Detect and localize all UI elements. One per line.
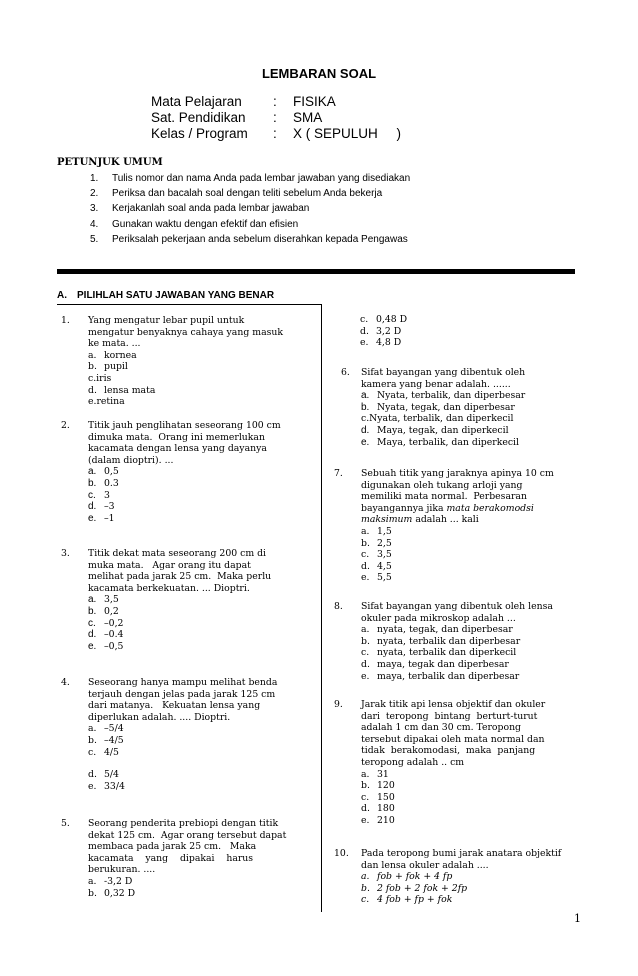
- question-number: 1.: [61, 315, 70, 326]
- option-d: d. –3: [88, 501, 115, 513]
- option-d: d. 3,2 D: [360, 325, 402, 337]
- option-c: c. 0,48 D: [360, 314, 408, 325]
- question-line: Seorang penderita prebiopi dengan titik: [88, 818, 279, 829]
- option-a: a. 31: [361, 768, 389, 780]
- instructions-heading: PETUNJUK UMUM: [57, 157, 163, 168]
- question-line: Jarak titik api lensa objektif dan okuler: [361, 699, 546, 710]
- option-a: a. -3,2 D: [88, 875, 133, 887]
- option-a: a. fob + fok + 4 fp: [361, 871, 453, 883]
- question-line: maksimum adalah ... kali: [361, 514, 479, 526]
- section-title: PILIHLAH SATU JAWABAN YANG BENAR: [77, 290, 275, 301]
- question-line: melihat pada jarak 25 cm. Maka perlu: [88, 571, 272, 583]
- question-line: tidak berakomodasi, maka panjang: [361, 745, 536, 757]
- question-number: 3.: [61, 548, 70, 559]
- option-b: b. 2,5: [361, 537, 392, 549]
- option-a: a. 1,5: [361, 525, 392, 537]
- option-e: e. 33/4: [88, 780, 125, 792]
- meta-value: X ( SEPULUH ): [293, 126, 402, 141]
- instruction-num: 1.: [90, 173, 99, 184]
- question-number: 6.: [341, 367, 350, 378]
- instruction-item: [90, 232, 410, 247]
- option-b: b. 2 fob + 2 fok + 2fp: [361, 882, 468, 894]
- section-divider: [57, 269, 575, 274]
- option-c: c. nyata, terbalik dan diperkecil: [361, 647, 517, 659]
- meta-key: Kelas / Program: [151, 126, 248, 141]
- instruction-text: Periksalah pekerjaan anda sebelum diserahkan kepada Pengawas: [112, 233, 408, 245]
- question-line: kacamata yang dipakai harus: [88, 852, 254, 864]
- option-b: b. 0,2: [88, 605, 119, 617]
- column-divider: [321, 304, 322, 912]
- question-line: Sifat bayangan yang dibentuk oleh: [361, 367, 526, 378]
- option-d: d. maya, tegak dan diperbesar: [361, 658, 509, 670]
- question-line: okuler pada mikroskop adalah ...: [361, 612, 516, 624]
- option-d: d. 4,5: [361, 560, 392, 572]
- instruction-num: 2.: [90, 188, 99, 200]
- page-number: 1: [574, 912, 581, 925]
- option-a: a. 0,5: [88, 466, 119, 478]
- meta-colon: :: [273, 126, 277, 141]
- question-line: Sifat bayangan yang dibentuk oleh lensa: [361, 601, 553, 612]
- option-e: e. 5,5: [361, 572, 392, 584]
- instruction-item: [90, 201, 410, 216]
- page-title: LEMBARAN SOAL: [261, 66, 377, 81]
- option-a: a. Nyata, terbalik, dan diperbesar: [361, 390, 526, 402]
- instruction-item: [90, 186, 410, 201]
- question-line: adalah 1 cm dan 30 cm. Teropong: [361, 722, 522, 734]
- question-line: digunakan oleh tukang arloji yang: [361, 479, 523, 491]
- instruction-num: 3.: [90, 203, 99, 215]
- question-line: muka mata. Agar orang itu dapat: [88, 559, 251, 571]
- question-number: 5.: [61, 818, 70, 829]
- option-a: a. kornea: [88, 349, 137, 361]
- option-d: d. lensa mata: [88, 384, 156, 396]
- question-number: 10.: [334, 848, 349, 859]
- option-b: b. pupil: [88, 361, 128, 373]
- question-line: Titik jauh penglihatan seseorang 100 cm: [88, 420, 281, 431]
- option-d: d. –0.4: [88, 629, 124, 641]
- instruction-item: [90, 171, 410, 186]
- meta-key: Sat. Pendidikan: [151, 110, 246, 125]
- left-column-rule: [57, 304, 321, 305]
- instruction-text: Periksa dan bacalah soal dengan teliti sebelum Anda bekerja: [112, 188, 383, 200]
- meta-value: SMA: [293, 110, 323, 125]
- option-c: c. 3: [88, 489, 110, 501]
- option-e: e. 210: [361, 814, 395, 826]
- option-b: b. Nyata, tegak, dan diperbesar: [361, 401, 515, 413]
- section-a-heading: [57, 290, 274, 301]
- question-line: mengatur benyaknya cahaya yang masuk: [88, 326, 283, 338]
- option-c: c. 3,5: [361, 549, 392, 561]
- question-line: diperlukan adalah. .... Dioptri.: [88, 711, 231, 723]
- question-line: ke mata. ...: [88, 338, 141, 350]
- option-d: d. Maya, tegak, dan diperkecil: [361, 424, 509, 436]
- option-a: a. nyata, tegak, dan diperbesar: [361, 624, 513, 636]
- question-line: kacamata dengan lensa yang dayanya: [88, 443, 267, 455]
- question-number: 9.: [334, 699, 343, 710]
- option-b: b. 0,32 D: [88, 887, 136, 899]
- option-c: c. –0,2: [88, 617, 124, 629]
- option-e: e. Maya, terbalik, dan diperkecil: [361, 436, 519, 448]
- question-number: 8.: [334, 601, 343, 612]
- instruction-num: 4.: [90, 218, 99, 230]
- option-c: c. 150: [361, 791, 395, 803]
- meta-value: FISIKA: [293, 94, 336, 109]
- option-c: c.Nyata, terbalik, dan diperkecil: [361, 413, 514, 425]
- question-line: tersebut dipakai oleh mata normal dan: [361, 733, 545, 745]
- option-b: b. nyata, terbalik dan diperbesar: [361, 635, 521, 647]
- instruction-item: [90, 217, 410, 232]
- option-b: b. 120: [361, 780, 395, 792]
- question-line: Pada teropong bumi jarak anatara objektif: [361, 848, 562, 859]
- option-d: d. 5/4: [88, 769, 119, 781]
- question-line: Yang mengatur lebar pupil untuk: [88, 315, 245, 326]
- option-a: a. 3,5: [88, 594, 119, 606]
- question-line: berukuran. ....: [88, 864, 156, 876]
- option-d: d. 180: [361, 803, 395, 815]
- option-e: e. 4,8 D: [360, 337, 402, 349]
- question-line: teropong adalah .. cm: [361, 756, 465, 768]
- question-line: bayangannya jika mata berakomodsi: [361, 502, 534, 514]
- instruction-text: Gunakan waktu dengan efektif dan efisien: [112, 218, 299, 230]
- option-c: c. 4/5: [88, 746, 119, 758]
- option-c: c.iris: [88, 372, 112, 384]
- question-line: dimuka mata. Orang ini memerlukan: [88, 431, 265, 443]
- instruction-num: 5.: [90, 233, 99, 245]
- option-c: c. 4 fob + fp + fok: [361, 894, 453, 906]
- section-letter: A.: [57, 290, 67, 301]
- option-a: a. –5/4: [88, 723, 124, 735]
- question-line: Sebuah titik yang jaraknya apinya 10 cm: [361, 468, 554, 479]
- option-e: e. –0,5: [88, 640, 124, 652]
- instructions-list: [90, 171, 410, 247]
- question-line: terjauh dengan jelas pada jarak 125 cm: [88, 688, 276, 700]
- option-e: e.retina: [88, 396, 125, 408]
- meta-key: Mata Pelajaran: [151, 94, 242, 109]
- meta-colon: :: [273, 110, 277, 125]
- question-line: (dalam dioptri). ...: [88, 454, 174, 466]
- question-line: dari teropong bintang berturt-turut: [361, 710, 538, 722]
- question-line: kacamata berkekuatan. ... Dioptri.: [88, 582, 250, 594]
- question-line: memiliki mata normal. Perbesaran: [361, 491, 527, 503]
- meta-colon: :: [273, 94, 277, 109]
- option-e: e. maya, terbalik dan diperbesar: [361, 670, 520, 682]
- instruction-text: Kerjakanlah soal anda pada lembar jawaban: [112, 203, 310, 215]
- question-line: dari matanya. Kekuatan lensa yang: [88, 700, 261, 712]
- question-number: 2.: [61, 420, 70, 431]
- question-line: Seseorang hanya mampu melihat benda: [88, 677, 278, 688]
- question-number: 7.: [334, 468, 343, 479]
- question-line: dan lensa okuler adalah ....: [361, 859, 489, 871]
- question-line: dekat 125 cm. Agar orang tersebut dapat: [88, 829, 287, 841]
- question-line: kamera yang benar adalah. ......: [361, 378, 511, 390]
- question-line: membaca pada jarak 25 cm. Maka: [88, 841, 257, 853]
- instruction-text: Tulis nomor dan nama Anda pada lembar jawaban yang disediakan: [112, 173, 411, 184]
- question-number: 4.: [61, 677, 70, 688]
- question-5-continued: [360, 314, 580, 349]
- option-b: b. –4/5: [88, 734, 124, 746]
- question-line: Titik dekat mata seseorang 200 cm di: [88, 548, 267, 559]
- option-b: b. 0.3: [88, 477, 119, 489]
- option-e: e. –1: [88, 512, 115, 524]
